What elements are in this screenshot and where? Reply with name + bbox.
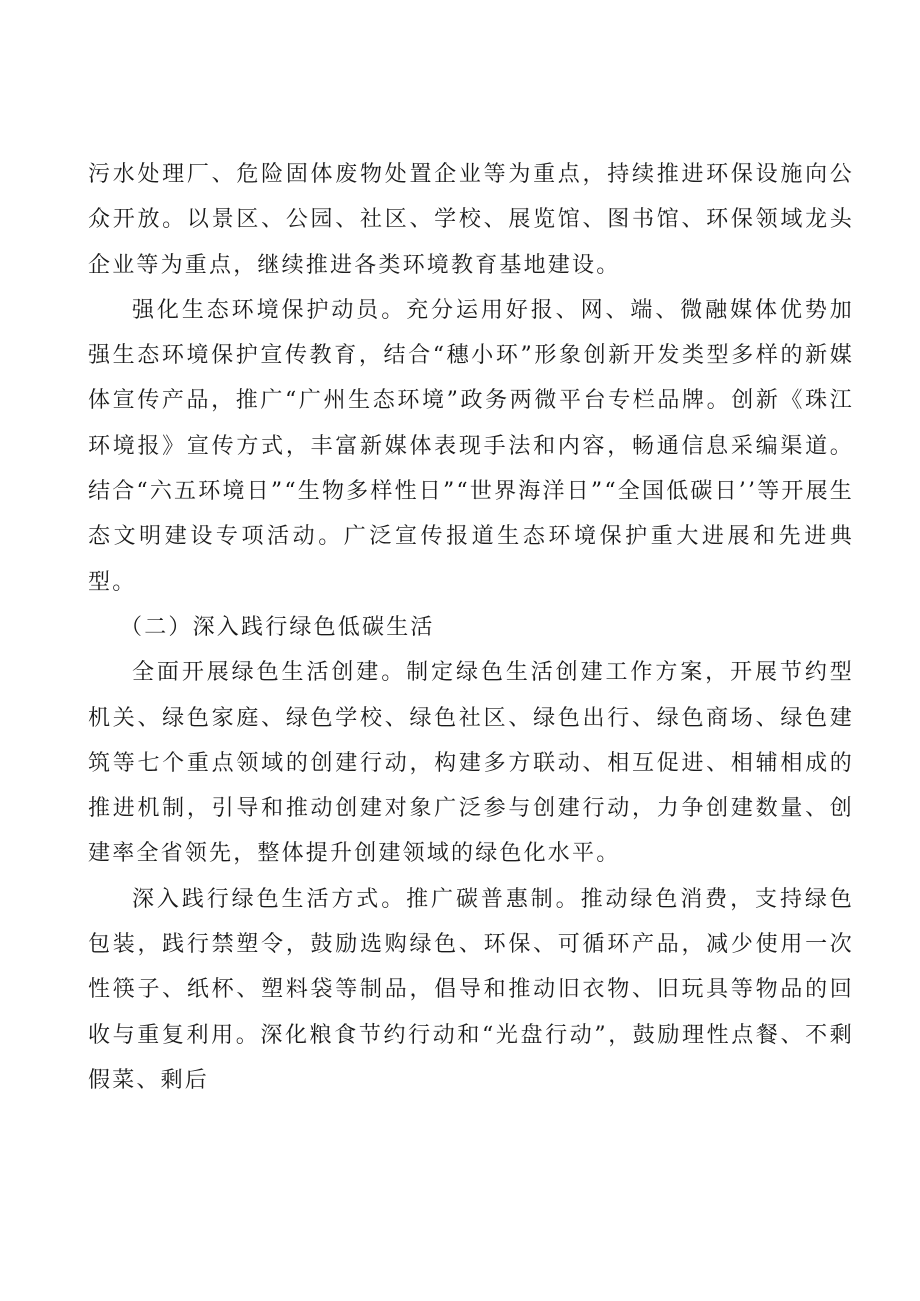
paragraph-green-life-creation: 全面开展绿色生活创建。制定绿色生活创建工作方案，开展节约型机关、绿色家庭、绿色学校、绿色社区、绿色出行、绿色商场、绿色建筑等七个重点领域的创建行动，构建多方联动、相互促进、相辅相成的推进机制，引导和推动创建对象广泛参与创建行动，力争创建数量、创建率全省领先，整体提升创建领域的绿色化水平。 [88, 660, 854, 867]
paragraph-green-lifestyle: 深入践行绿色生活方式。推广碳普惠制。推动绿色消费，支持绿色包装，践行禁塑令，鼓励选购绿色、环保、可循环产品，减少使用一次性筷子、纸杯、塑料袋等制品，倡导和推动旧衣物、旧玩具等物品的回收与重复利用。深化粮食节约行动和“光盘行动”，鼓励理性点餐、不剩假菜、剩后 [88, 886, 854, 1093]
document-body [88, 152, 854, 1103]
paragraph-environmental-facilities-opening: 污水处理厂、危险固体废物处置企业等为重点，持续推进环保设施向公众开放。以景区、公园、社区、学校、展览馆、图书馆、环保领域龙头企业等为重点，继续推进各类环境教育基地建设。 [88, 162, 854, 278]
paragraph-ecological-protection-mobilization: 强化生态环境保护动员。充分运用好报、网、端、微融媒体优势加强生态环境保护宣传教育，结合“穗小环”形象创新开发类型多样的新媒体宣传产品，推广“广州生态环境”政务两微平台专栏品牌。创新《珠江环境报》宣传方式，丰富新媒体表现手法和内容，畅通信息采编渠道。结合“六五环境日”“生物多样性日”“世界海洋日”“全国低碳日’’等开展生态文明建设专项活动。广泛宣传报道生态环境保护重大进展和先进典型。 [88, 297, 854, 595]
section-heading-green-low-carbon-life: （二）深入践行绿色低碳生活 [120, 614, 435, 640]
